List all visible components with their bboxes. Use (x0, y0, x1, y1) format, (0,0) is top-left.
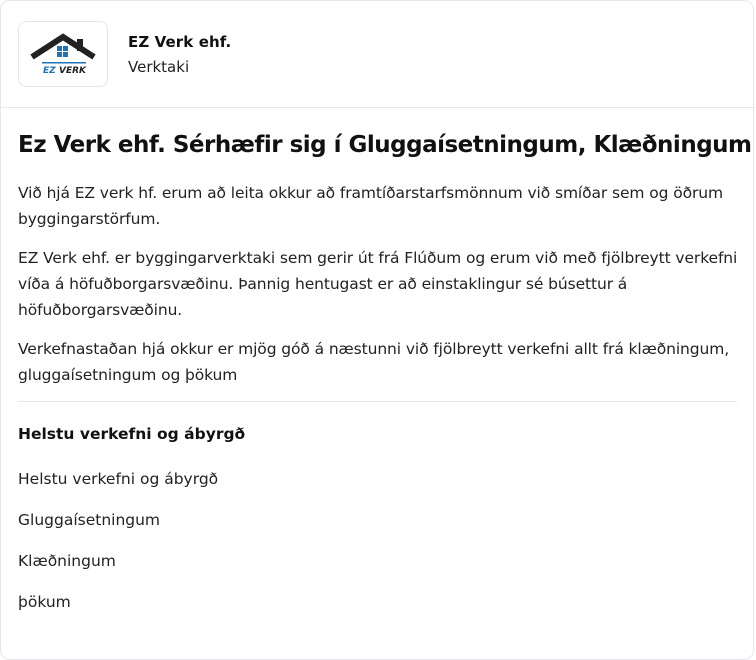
description-paragraph-1: Við hjá EZ verk hf. erum að leita okkur að framtíðarstarfsmönnum við smíðar sem og öðrum byggingarstörfum. (18, 184, 723, 228)
company-header (1, 1, 755, 108)
section-divider (18, 401, 737, 402)
list-item: Helstu verkefni og ábyrgð (18, 470, 219, 488)
house-logo-icon (28, 31, 98, 79)
responsibilities-list (18, 466, 740, 615)
logo-verk-text: VERK (59, 66, 87, 76)
description-paragraph-3: Verkefnastaðan hjá okkur er mjög góð á næstunni við fjölbreytt verkefni allt frá klæðningum, gluggaísetningum og þökum (18, 340, 730, 384)
list-item: Klæðningum (18, 552, 116, 570)
company-logo[interactable] (18, 21, 108, 87)
company-role: Verktaki (128, 58, 190, 76)
list-item: Gluggaísetningum (18, 511, 161, 529)
job-description (18, 128, 752, 615)
responsibilities-heading: Helstu verkefni og ábyrgð (18, 425, 246, 443)
company-name[interactable]: EZ Verk ehf. (128, 33, 232, 51)
job-title: Ez Verk ehf. Sérhæfir sig í Gluggaísetningum, Klæðningum (18, 132, 752, 158)
description-paragraph-2: EZ Verk ehf. er byggingarverktaki sem gerir út frá Flúðum og erum við með fjölbreytt verkefni víða á höfuðborgarsvæðinu. Þannig hentugast er að einstaklingur sé búsettur á höfuðborgarsvæðinu. (18, 249, 738, 319)
list-item: þökum (18, 593, 71, 611)
logo-ez-text: EZ (43, 66, 56, 76)
